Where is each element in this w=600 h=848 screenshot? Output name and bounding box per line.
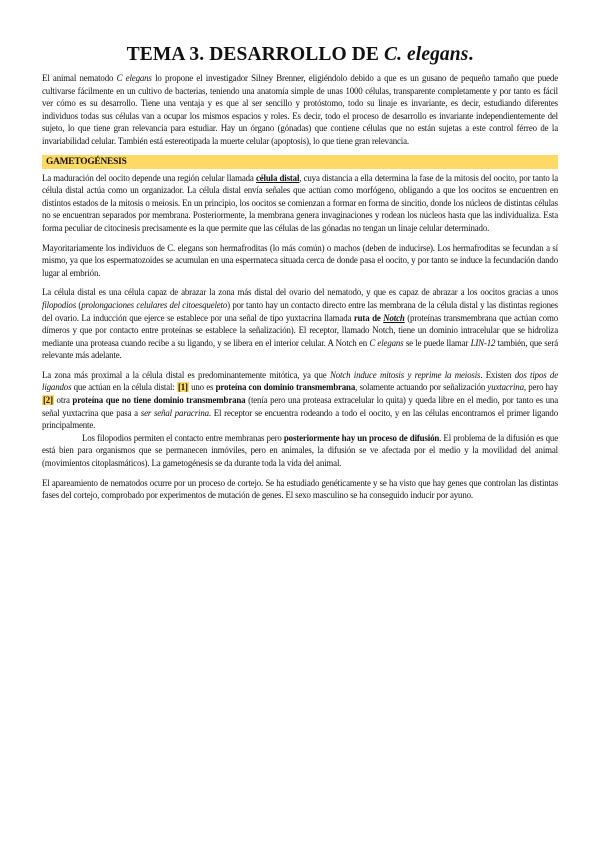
intro-paragraph: El animal nematodo C elegans lo propone el investigador Silney Brenner, eligiéndolo debido a que es un gusano de pequeño tamaño que puede cultivarse fácilmente en un cultivo de bacterias, teniendo una anatomía simple de unas 1000 células, transparente completamente y por tanto es fácil ver cómo es su desarrollo. Tiene una ventaja y es que al ser sencillo y protóstomo, todo su linaje es invariante, es decir, estudiando diferentes individuos todas sus células van a ocupar los mismos espacios y roles. Es decir, todo el proceso de desarrollo es invariante independientemente del sujeto, lo que tiene gran relevancia para estudiar. Hay un órgano (gónadas) que contiene células que no están sujetas a este control férreo de la invariabilidad celular. También está estereotipada la muerte celular (apoptosis), lo que tiene gran relevancia. <box>42 73 559 146</box>
section-heading-gametogenesis: GAMETOGÉNESIS <box>42 155 558 169</box>
paragraph-hermaphrodites: Mayoritariamente los individuos de C. elegans son hermafroditas (lo más común) o machos (deben de inducirse). Los hermafroditas se fecundan a sí mismo, ya que los espermatozoides se acumulan en una espermateca situada cerca de donde pasa el oocito, y por tanto se induce la fecundación dando lugar al embrión. <box>42 242 558 278</box>
paragraph-ligands: La zona más proximal a la célula distal es predominantemente mitótica, ya que Notch induce mitosis y reprime la meiosis. Existen dos tipos de ligandos que actúan en la célula distal: [1] uno es proteína con dominio transmembrana, solamente actuando por señalización yuxtacrina, pero hay [2] otra proteína que no tiene dominio transmembrana (tenía pero una proteasa extracelular lo quita) y queda libre en el medio, por tanto es una señal yuxtacrina que pasa a ser señal paracrina. El receptor se encuentra rodeando a todo el oocito, y en las células encontramos el primer ligando principalmente. <box>42 369 559 431</box>
marker-2: [2] <box>43 395 53 406</box>
marker-1: [1] <box>177 382 188 393</box>
paragraph-notch-pathway: La célula distal es una célula capaz de abrazar la zona más distal del ovario del nematodo, y que es capaz de abrazar a los oocitos gracias a unos filopodios (prolongaciones celulares del citoesqueleto) por tanto hay un contacto directo entre las membrana de la célula distal y las distintas regiones del ovario. La inducción que ejerce se establece por una señal de tipo yuxtacrina llamada ruta de Notch (proteínas transmembrana que actúan como dímeros y que por contacto entre proteínas se establece la señalización). El receptor, llamado Notch, tiene un dominio intracelular que se hidroliza mediante una proteasa cuando recibe a su ligando, y se libera en el interior celular. A Notch en C elegans se le puede llamar LIN-12 también, que será relevante más adelante. <box>42 287 558 361</box>
page-title: TEMA 3. DESARROLLO DE C. elegans. <box>126 44 474 65</box>
document-page <box>42 44 558 509</box>
paragraph-diffusion: Los filopodios permiten el contacto entre membranas pero posteriormente hay un proceso de difusión. El problema de la difusión es que está bien para organismos que se permanecen inmóviles, pero en animales, la difusión se ve afectada por el medio y la movilidad del animal (movimientos citoplasmáticos). La gametogénesis se da durante toda la vida del animal. <box>42 432 558 469</box>
paragraph-mating: El apareamiento de nematodos ocurre por un proceso de cortejo. Se ha estudiado genéticamente y se ha visto que hay genes que controlan las distintas fases del cortejo, comprobado por experimentos de mutación de genes. El sexo masculino se ha conseguido inducir por ayuno. <box>42 477 558 501</box>
paragraph-distal-cell: La maduración del oocito depende una región celular llamada célula distal, cuya distancia a ella determina la fase de la mitosis del oocito, por tanto la célula distal actúa como un organizador. La célula distal envía señales que actúan como morfógeno, obligando a que los oocitos se encuentren en distintos estados de la mitosis o meiosis. En un principio, los oocitos se comienzan a formar en forma de sincitio, donde los núcleos de distintas células no se encuentran separados por membrana. Posteriormente, la membrana genera invaginaciones y rodean los núcleos hasta que las individualiza. Esta forma peculiar de citocinesis precisamente es la que permite que las células de las gónadas no tengan un linaje celular determinado. <box>42 172 558 233</box>
